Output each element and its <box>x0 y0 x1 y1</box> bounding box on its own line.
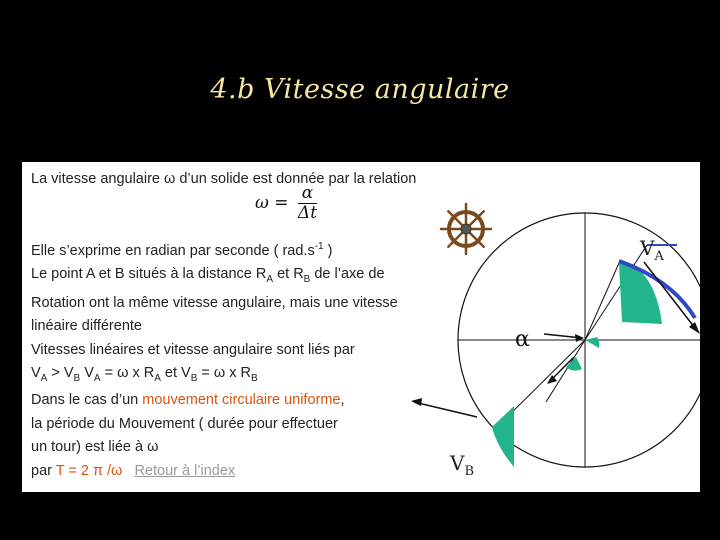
slide-title: 4.b Vitesse angulaire <box>210 74 510 105</box>
equations-line: $V_A > V_B$ $V_A = \omega$ x $R_A$ et $V_B = \omega$ x $R_B$ <box>31 365 258 385</box>
uniform-motion-highlight: mouvement circulaire uniforme <box>142 392 341 408</box>
omega-line: un tour) est liée à ω <box>31 439 159 455</box>
period-formula-line: par T = 2 π /ω Retour à l’index <box>31 462 236 479</box>
label-alpha: α <box>515 327 530 352</box>
rotation-diagram <box>22 162 700 492</box>
period-line: la période du Mouvement ( durée pour effectuer <box>31 415 338 432</box>
units-line: Elle s’exprime en radian par seconde ( $rad.s^{-1}$ ) <box>31 241 333 259</box>
intro-text: La vitesse angulaire ω d’un solide est donnée par la relation <box>31 171 417 187</box>
angle-marker-b <box>566 357 582 371</box>
ship-wheel-icon <box>441 204 491 254</box>
rotation-line: Rotation ont la même vitesse angulaire, mais une vitesse <box>31 294 398 311</box>
sector-b <box>492 406 514 467</box>
formula-lhs: ω = <box>255 193 289 213</box>
uniform-motion-line: Dans le cas d’un mouvement circulaire uniforme, <box>31 392 345 408</box>
radius-b-2 <box>546 340 585 402</box>
relation-line: Vitesses linéaires et vitesse angulaire sont liés par <box>31 341 355 358</box>
radius-a-start <box>585 263 619 340</box>
linear-line: linéaire différente <box>31 318 142 335</box>
label-vb: $V_B$ <box>450 451 475 479</box>
back-to-index-link[interactable]: Retour à l’index <box>134 462 236 479</box>
formula-numerator: α <box>298 184 317 204</box>
period-formula: T = 2 π /ω <box>55 462 123 479</box>
content-panel <box>22 162 700 492</box>
vb-vector <box>414 402 477 417</box>
distance-line: Le point A et B situés à la distance $R_A$ et $R_B$ de l’axe de <box>31 266 385 286</box>
formula-denominator: Δt <box>297 203 318 223</box>
label-va: $V_A$ <box>640 236 664 264</box>
angle-marker <box>585 337 599 348</box>
